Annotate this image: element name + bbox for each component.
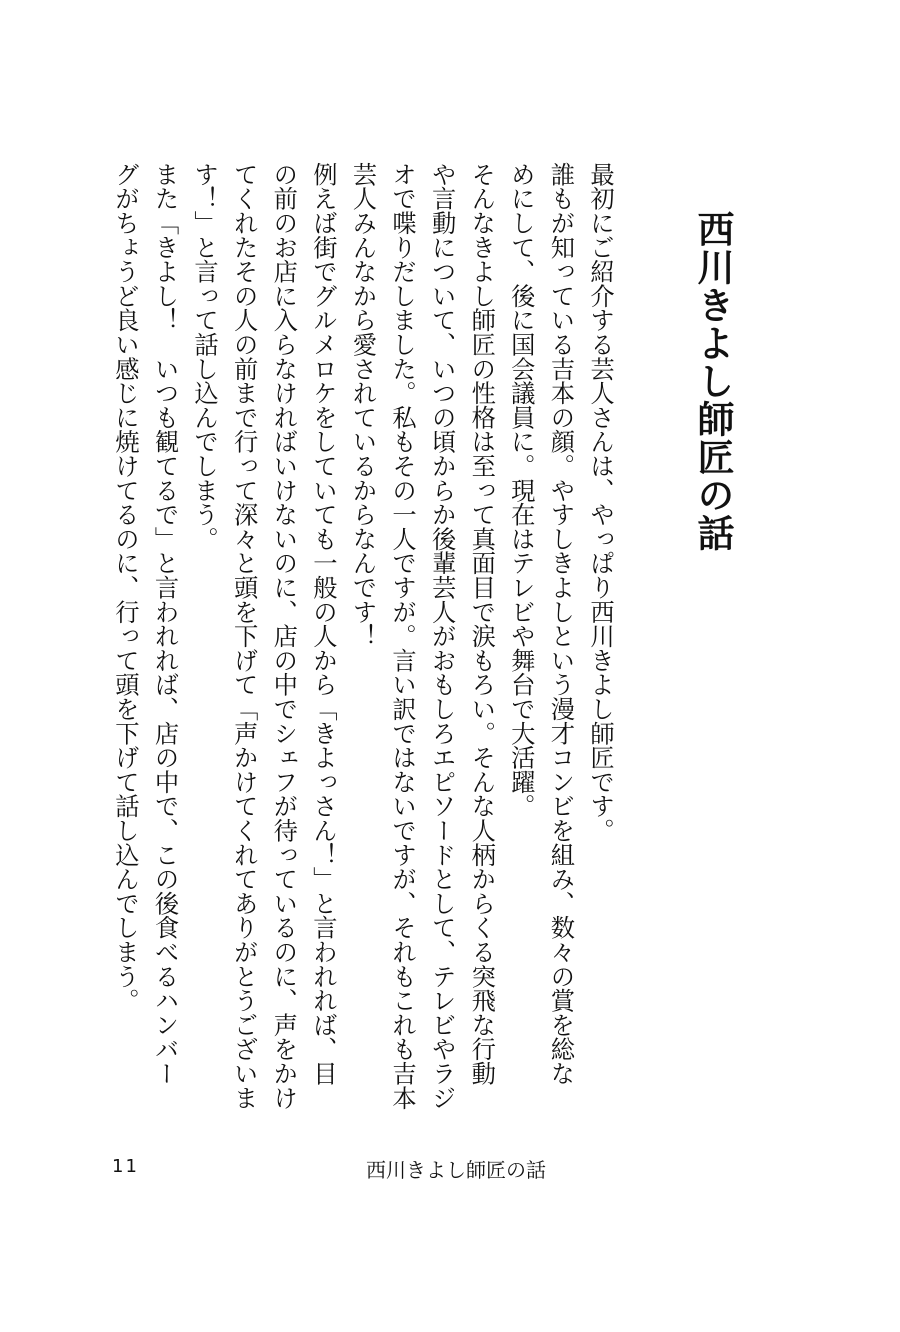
page-number: 11	[112, 1156, 139, 1177]
text-line: す！」と言って話し込んでしまう。	[190, 162, 220, 551]
text-line: オで喋りだしました。私もその一人ですが。言い訳ではないですが、それもこれも吉本	[388, 162, 418, 1110]
text-line: めにして、後に国会議員に。現在はテレビや舞台で大活躍。	[506, 162, 536, 819]
running-title: 西川きよし師匠の話	[366, 1158, 546, 1182]
text-line: 誰もが知っている吉本の顔。やすしきよしという漫才コンビを組み、数々の賞を総な	[546, 162, 576, 1086]
text-line: 芸人みんなから愛されているからなんです！	[348, 162, 378, 648]
text-line: そんなきよし師匠の性格は至って真面目で涙もろい。そんな人柄からくる突飛な行動	[467, 162, 497, 1086]
text-line: 例えば街でグルメロケをしていても一般の人から「きよっさん！」と言われれば、目	[308, 162, 338, 1086]
text-line: 最初にご紹介する芸人さんは、やっぱり西川きよし師匠です。	[586, 162, 615, 843]
chapter-title: 西川きよし師匠の話	[691, 210, 734, 552]
text-line: てくれたその人の前まで行って深々と頭を下げて「声かけてくれてありがとうございま	[229, 162, 259, 1110]
text-line: グがちょうど良い感じに焼けてるのに、行って頭を下げて話し込んでしまう。	[110, 162, 140, 1013]
body-text	[80, 162, 620, 1110]
text-line: また「きよし！ いつも観てるで」と言われれば、店の中で、この後食べるハンバー	[150, 162, 180, 1086]
text-line: の前のお店に入らなければいけないのに、店の中でシェフが待っているのに、声をかけ	[269, 162, 299, 1110]
text-line: や言動について、いつの頃からか後輩芸人がおもしろエピソードとして、テレビやラジ	[427, 162, 457, 1110]
